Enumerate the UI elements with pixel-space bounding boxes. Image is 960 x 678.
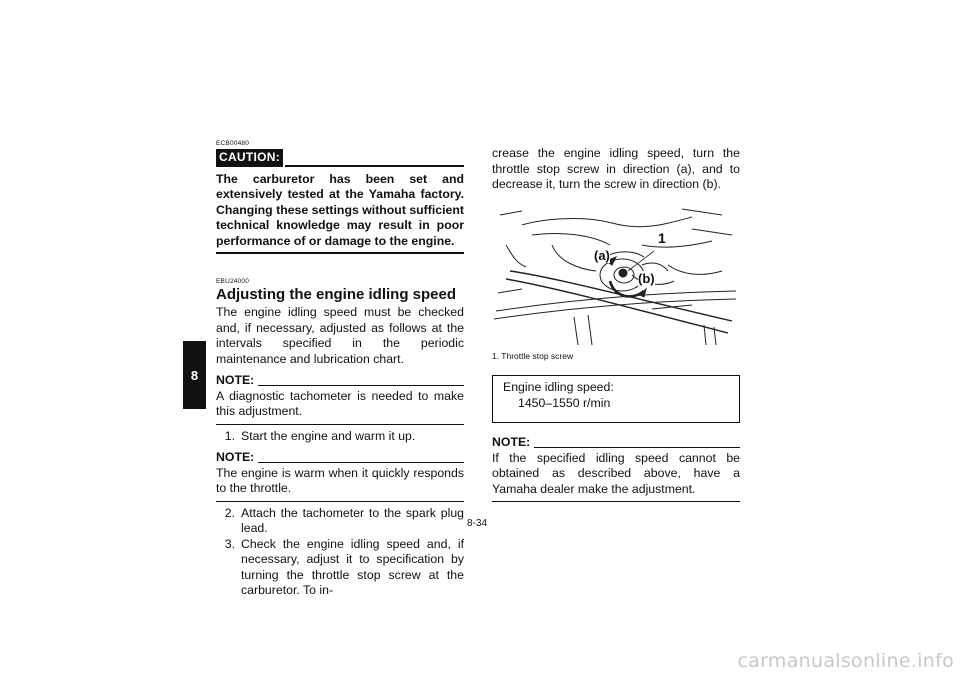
note-rule (258, 385, 464, 386)
note-rule (534, 447, 740, 448)
step-list (216, 506, 464, 599)
chapter-tab: 8 (183, 341, 206, 409)
note-label: NOTE: (216, 373, 255, 388)
page-number: 8-34 (467, 518, 488, 529)
note-rule (258, 462, 464, 463)
figure-label-1: 1 (658, 229, 666, 246)
carburetor-figure (492, 205, 736, 345)
step-text: Start the engine and warm it up. (241, 428, 416, 443)
note-text: A diagnostic tachometer is needed to make this adjustment. (216, 388, 464, 419)
left-column (216, 140, 464, 599)
step-number: 1. (224, 428, 235, 443)
spec-box (492, 375, 740, 423)
caution-text: The carburetor has been set and extensively tested at the Yamaha factory. Changing these settings without sufficient technical knowledge may result in poor performance of or damage to the engine. (216, 172, 464, 255)
step-item (216, 537, 464, 599)
step-item (216, 506, 464, 537)
note-label: NOTE: (216, 450, 255, 465)
step-list (216, 429, 464, 445)
step-number: 2. (224, 505, 235, 520)
note-text: The engine is warm when it quickly responds to the throttle. (216, 465, 464, 496)
intro-paragraph: The engine idling speed must be checked and, if necessary, adjusted as follows at the intervals specified in the periodic maintenance and lubrication chart. (216, 305, 464, 366)
continuation-paragraph: crease the engine idling speed, turn the throttle stop screw in direction (a), and to decrease it, turn the screw in direction (b). (492, 146, 740, 191)
figure-caption: 1. Throttle stop screw (492, 350, 574, 361)
caution-rule (285, 165, 464, 167)
caution-label: CAUTION: (216, 149, 283, 167)
step-item (216, 429, 464, 445)
step-number: 3. (224, 536, 235, 551)
spec-label: Engine idling speed: (503, 380, 614, 394)
note-label: NOTE: (492, 435, 531, 449)
note-text: If the specified idling speed cannot be obtained as described above, have a Yamaha dealer make the adjustment. (492, 450, 740, 496)
step-text: Check the engine idling speed and, if necessary, adjust it to specification by turning the throttle stop screw at the carburetor. To in- (241, 536, 464, 598)
note-header (216, 450, 464, 466)
note-end-rule (216, 424, 464, 425)
figure-label-b: (b) (638, 270, 655, 286)
watermark: carmanualsonline.info (737, 650, 954, 672)
carburetor-illustration (492, 205, 736, 345)
caution-header (216, 149, 464, 167)
section-title: Adjusting the engine idling speed (216, 286, 457, 304)
spec-value: 1450–1550 r/min (518, 395, 611, 410)
note-header (216, 373, 464, 389)
note-end-rule (216, 501, 464, 502)
figure-label-a: (a) (594, 247, 610, 263)
step-text: Attach the tachometer to the spark plug lead. (241, 505, 464, 536)
caution-code: ECB00480 (216, 140, 250, 147)
note-header (492, 435, 740, 451)
right-column (492, 146, 740, 502)
section-code: EBU24000 (216, 278, 250, 286)
note-end-rule (492, 501, 740, 502)
